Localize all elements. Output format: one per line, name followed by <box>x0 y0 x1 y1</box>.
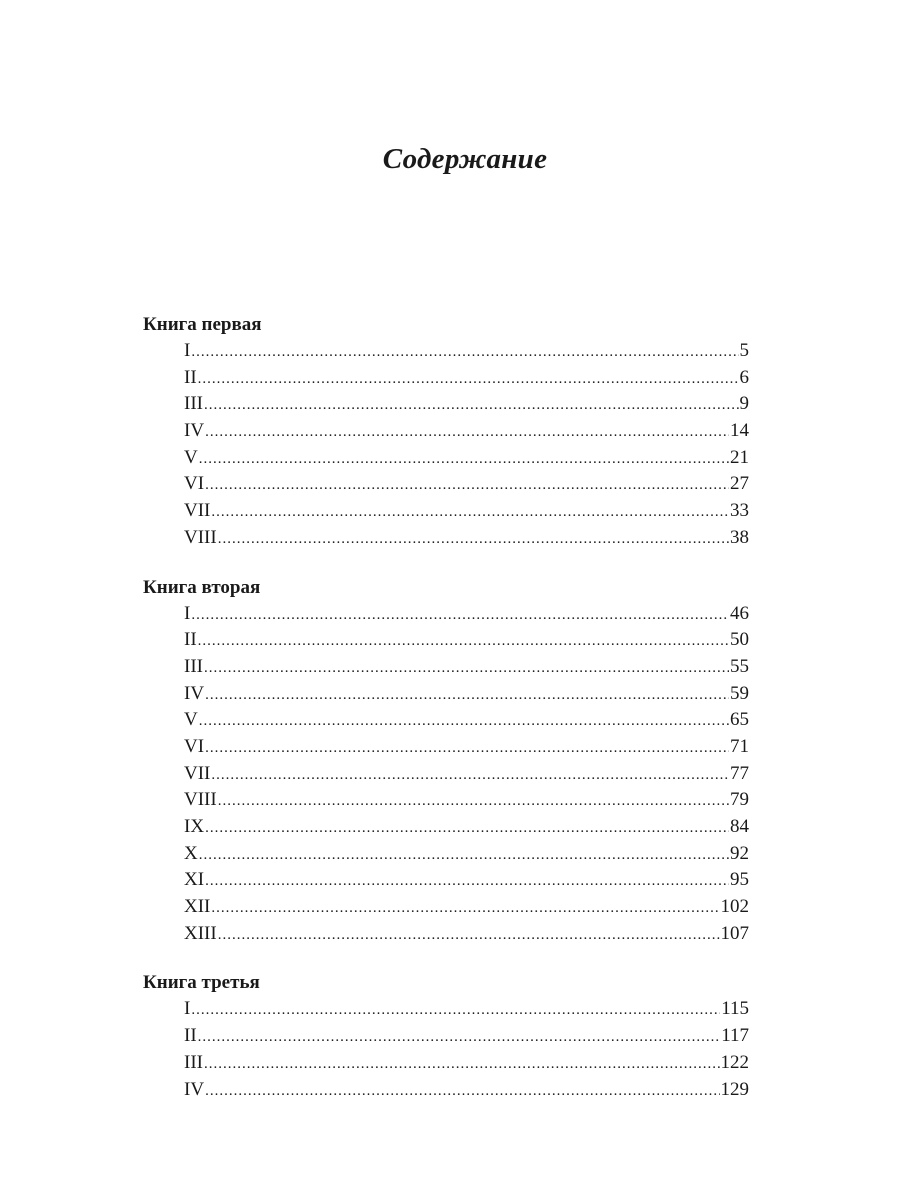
chapter-number: VII <box>184 762 211 784</box>
chapter-number: III <box>184 1051 203 1073</box>
page-number: 129 <box>720 1078 749 1100</box>
page-number: 38 <box>730 526 749 548</box>
chapter-number: II <box>184 1025 197 1047</box>
toc-entry[interactable] <box>143 1077 749 1104</box>
page-number: 50 <box>730 629 749 651</box>
dot-leader <box>205 472 729 499</box>
dot-leader <box>199 708 729 735</box>
dot-leader <box>205 682 729 709</box>
chapter-number: V <box>184 446 198 468</box>
dot-leader <box>204 1051 720 1078</box>
toc-entry[interactable] <box>143 391 749 418</box>
page-number: 102 <box>720 896 749 918</box>
toc-entry[interactable] <box>143 601 749 628</box>
dot-leader <box>204 655 729 682</box>
book-section <box>143 312 749 552</box>
dot-leader <box>218 922 720 949</box>
toc-entry[interactable] <box>143 445 749 472</box>
dot-leader <box>199 842 729 869</box>
toc-entry[interactable] <box>143 761 749 788</box>
toc-entry[interactable] <box>143 525 749 552</box>
book-section <box>143 575 749 948</box>
dot-leader <box>205 815 729 842</box>
toc-entry[interactable] <box>143 921 749 948</box>
toc-entry[interactable] <box>143 498 749 525</box>
chapter-number: IV <box>184 1078 205 1100</box>
page-number: 79 <box>730 789 749 811</box>
dot-leader <box>191 997 720 1024</box>
dot-leader <box>191 339 738 366</box>
page-number: 14 <box>730 420 749 442</box>
book-section <box>143 970 749 1103</box>
page-number: 95 <box>730 869 749 891</box>
book-heading: Книга третья <box>143 972 260 994</box>
dot-leader <box>191 602 729 629</box>
toc-entry[interactable] <box>143 627 749 654</box>
toc-entry[interactable] <box>143 841 749 868</box>
book-heading: Книга первая <box>143 314 262 335</box>
chapter-number: II <box>184 629 197 651</box>
toc-entry[interactable] <box>143 814 749 841</box>
chapter-number: X <box>184 842 198 864</box>
dot-leader <box>204 392 739 419</box>
page-number: 115 <box>721 998 749 1020</box>
toc-entry[interactable] <box>143 1023 749 1050</box>
dot-leader <box>205 419 729 446</box>
dot-leader <box>211 895 719 922</box>
dot-leader <box>205 735 729 762</box>
chapter-number: VI <box>184 735 205 757</box>
chapter-number: XII <box>184 896 211 918</box>
page-number: 92 <box>730 842 749 864</box>
toc-entry[interactable] <box>143 894 749 921</box>
dot-leader <box>218 788 729 815</box>
chapter-number: IV <box>184 420 205 442</box>
chapter-number: V <box>184 709 198 731</box>
toc-entry[interactable] <box>143 734 749 761</box>
page-number: 117 <box>721 1025 749 1047</box>
chapter-number: III <box>184 655 203 677</box>
book-heading: Книга вторая <box>143 576 261 598</box>
toc-entry[interactable] <box>143 867 749 894</box>
chapter-number: VIII <box>184 526 217 548</box>
toc-entry[interactable] <box>143 471 749 498</box>
dot-leader <box>205 868 729 895</box>
page-number: 107 <box>720 922 749 944</box>
toc-entry[interactable] <box>143 787 749 814</box>
dot-leader <box>218 526 729 553</box>
page-number: 84 <box>730 816 749 837</box>
page-number: 9 <box>739 393 749 415</box>
toc-entry[interactable] <box>143 1050 749 1077</box>
chapter-number: VI <box>184 473 205 495</box>
page-number: 122 <box>720 1051 749 1073</box>
dot-leader <box>199 446 729 473</box>
chapter-number: I <box>184 998 191 1020</box>
page-title: Содержание <box>382 143 548 175</box>
page-number: 65 <box>730 709 749 731</box>
page-number: 77 <box>730 762 749 784</box>
chapter-number: I <box>184 602 191 624</box>
toc-entry[interactable] <box>143 681 749 708</box>
toc-entry[interactable] <box>143 418 749 445</box>
chapter-number: I <box>184 340 191 361</box>
page-number: 55 <box>730 655 749 677</box>
dot-leader <box>198 628 729 655</box>
page-number: 6 <box>739 366 749 388</box>
toc-entry[interactable] <box>143 365 749 392</box>
toc-entry[interactable] <box>143 707 749 734</box>
toc-entry[interactable] <box>143 996 749 1023</box>
chapter-number: IV <box>184 682 205 704</box>
chapter-number: VIII <box>184 789 217 811</box>
chapter-number: XIII <box>184 922 217 944</box>
chapter-number: II <box>184 366 197 388</box>
toc-entry[interactable] <box>143 654 749 681</box>
page-number: 59 <box>730 682 749 704</box>
page-number: 27 <box>730 473 749 495</box>
dot-leader <box>198 366 739 393</box>
chapter-number: III <box>184 393 203 415</box>
page-number: 46 <box>730 602 749 624</box>
page-number: 71 <box>730 735 749 757</box>
table-of-contents <box>143 312 749 1126</box>
chapter-number: IX <box>184 816 205 837</box>
page-number: 21 <box>730 446 749 468</box>
dot-leader <box>211 499 729 526</box>
chapter-number: VII <box>184 500 211 522</box>
dot-leader <box>211 762 729 789</box>
dot-leader <box>205 1078 719 1105</box>
page-number: 33 <box>730 500 749 522</box>
chapter-number: XI <box>184 869 205 891</box>
page-number: 5 <box>739 340 749 361</box>
dot-leader <box>198 1024 721 1051</box>
toc-entry[interactable] <box>143 338 749 365</box>
